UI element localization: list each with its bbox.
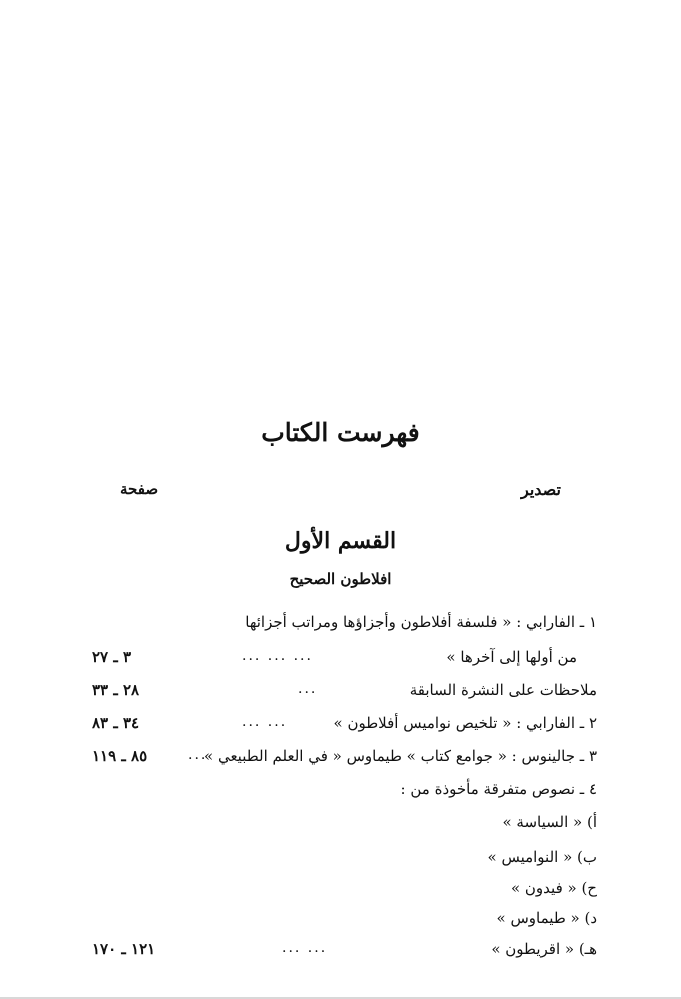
toc-entry-text: ملاحظات على النشرة السابقة [409, 681, 597, 699]
leader-dots: ... ... [242, 714, 288, 730]
toc-entry-text: ٤ ـ نصوص متفرقة مأخوذة من : [400, 780, 597, 798]
toc-entry-pages: ١٢١ ـ ١٧٠ [92, 940, 156, 958]
toc-entry-text: ٢ ـ الفارابي : « تلخيص نواميس أفلاطون » [333, 714, 597, 732]
toc-subentry [92, 848, 597, 872]
toc-subentry [92, 940, 597, 964]
toc-entry [92, 714, 597, 738]
toc-subentry [92, 879, 597, 903]
toc-entry-text: أ) « السياسة » [502, 813, 597, 831]
toc-entry [92, 681, 597, 705]
subsection-heading: افلاطون الصحيح [289, 570, 392, 588]
toc-entry-text: هـ) « اقريطون » [491, 940, 597, 958]
toc-entry-text: ب) « النواميس » [487, 848, 597, 866]
leader-dots: ... [188, 747, 208, 763]
leader-dots: ... [298, 681, 318, 697]
toc-entry-pages: ٨٥ ـ ١١٩ [92, 747, 148, 765]
toc-entry [92, 613, 597, 637]
toc-entry [92, 780, 597, 804]
toc-entry-text: ح) « فيدون » [510, 879, 597, 897]
leader-dots: ... ... [282, 940, 328, 956]
toc-entry-pages: ٢٨ ـ ٣٣ [92, 681, 140, 699]
toc-entry-text: د) « طيماوس » [496, 909, 597, 927]
toc-entry [92, 747, 597, 771]
section-heading: القسم الأول [284, 528, 397, 554]
toc-subentry [92, 909, 597, 933]
toc-entry [92, 648, 597, 672]
preface-label: تصدير [520, 480, 561, 499]
page-column-label: صفحة [120, 480, 159, 498]
page-title: فهرست الكتاب [261, 418, 420, 447]
toc-subentry [92, 813, 597, 837]
toc-entry-pages: ٣٤ ـ ٨٣ [92, 714, 140, 732]
leader-dots: ... ... ... [242, 648, 313, 664]
toc-entry-text: ١ ـ الفارابي : « فلسفة أفلاطون وأجزاؤها ومراتب أجزائها [245, 613, 597, 631]
toc-entry-text: ٣ ـ جالينوس : « جوامع كتاب » طيماوس « في العلم الطبيعي » [204, 747, 597, 765]
toc-entry-text: من أولها إلى آخرها » [446, 648, 577, 666]
toc-entry-pages: ٣ ـ ٢٧ [92, 648, 132, 666]
